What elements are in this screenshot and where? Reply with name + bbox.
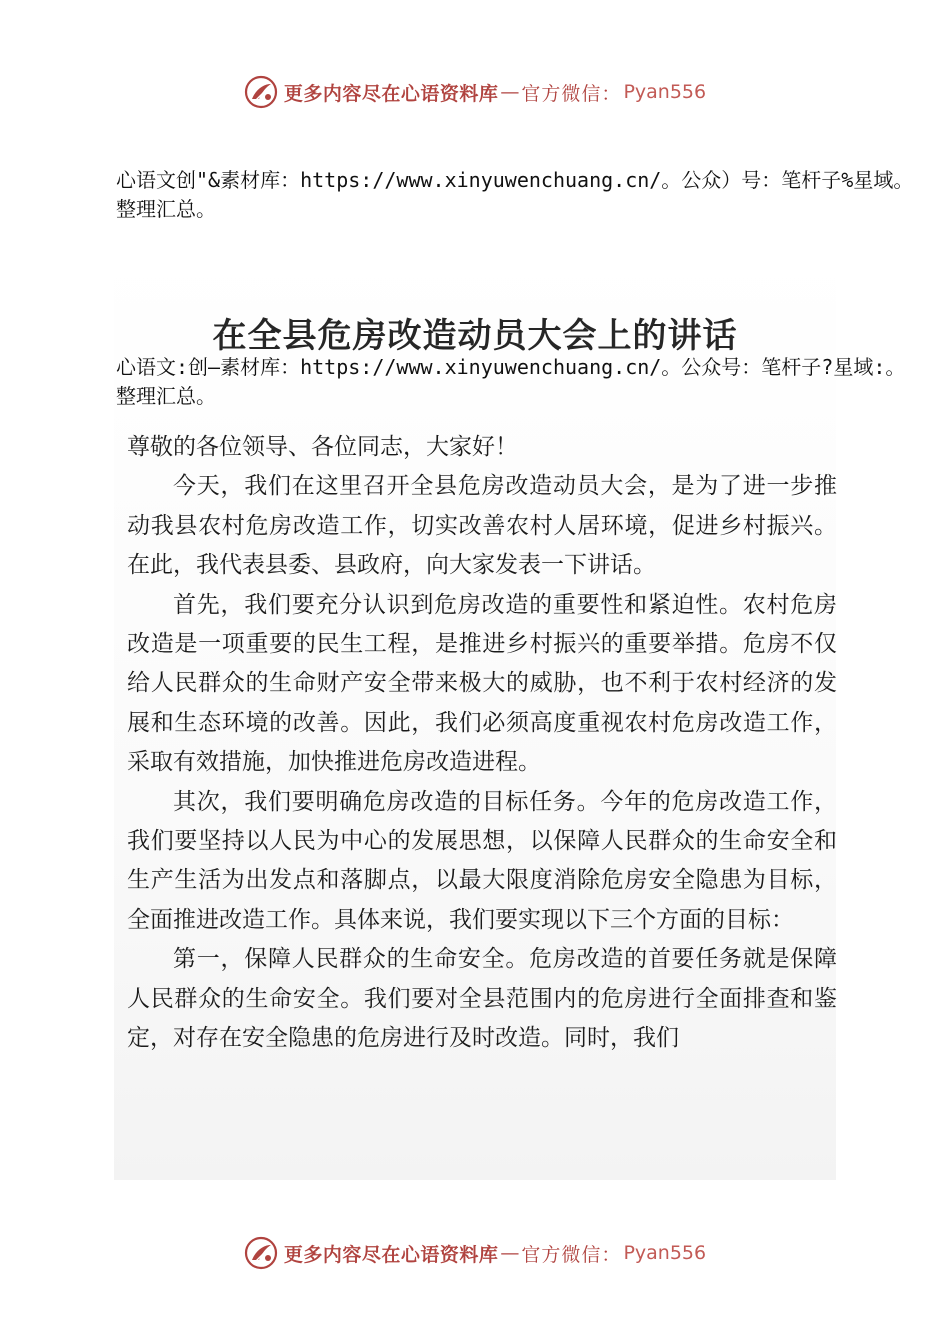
banner-wechat-label: 官方微信： xyxy=(521,82,622,105)
brand-logo-icon xyxy=(244,1236,278,1270)
footer-banner xyxy=(0,1231,950,1275)
banner-wechat-id: Pyan556 xyxy=(623,81,707,103)
banner-separator: — xyxy=(500,1242,520,1264)
page-title: 在全县危房改造动员大会上的讲话 xyxy=(212,316,738,356)
banner-wechat-id: Pyan556 xyxy=(623,1242,707,1264)
document-body xyxy=(127,428,837,1059)
paragraph: 首先，我们要充分认识到危房改造的重要性和紧迫性。农村危房改造是一项重要的民生工程，是推进乡村振兴的重要举措。危房不仅给人民群众的生命财产安全带来极大的威胁，也不利于农村经济的发展和生态环境的改善。因此，我们必须高度重视农村危房改造工作，采取有效措施，加快推进危房改造进程。 xyxy=(127,591,837,776)
salutation: 尊敬的各位领导、各位同志，大家好！ xyxy=(127,434,518,460)
paragraph: 第一，保障人民群众的生命安全。危房改造的首要任务就是保障人民群众的生命安全。我们要对全县范围内的危房进行全面排查和鉴定，对存在安全隐患的危房进行及时改造。同时，我们 xyxy=(127,946,837,1052)
banner-separator: — xyxy=(500,81,520,103)
header-banner xyxy=(0,70,950,114)
banner-main-text: 更多内容尽在心语资料库 xyxy=(283,1243,499,1266)
paragraph: 今天，我们在这里召开全县危房改造动员大会，是为了进一步推动我县农村危房改造工作，切实改善农村人居环境，促进乡村振兴。在此，我代表县委、县政府，向大家发表一下讲话。 xyxy=(127,473,837,579)
brand-logo-icon xyxy=(244,75,278,109)
banner-main-text: 更多内容尽在心语资料库 xyxy=(283,82,499,105)
source-note: 心语文创"&素材库：https://www.xinyuwenchuang.cn/。公众）号：笔杆子%星域。整理汇总。 xyxy=(116,168,914,221)
paragraph: 其次，我们要明确危房改造的目标任务。今年的危房改造工作，我们要坚持以人民为中心的发展思想，以保障人民群众的生命安全和生产生活为出发点和落脚点，以最大限度消除危房安全隐患为目标，全面推进改造工作。具体来说，我们要实现以下三个方面的目标： xyxy=(127,788,837,933)
source-note: 心语文:创—素材库：https://www.xinyuwenchuang.cn/。公众号：笔杆子?星域:。整理汇总。 xyxy=(116,355,906,408)
banner-wechat-label: 官方微信： xyxy=(521,1243,622,1266)
